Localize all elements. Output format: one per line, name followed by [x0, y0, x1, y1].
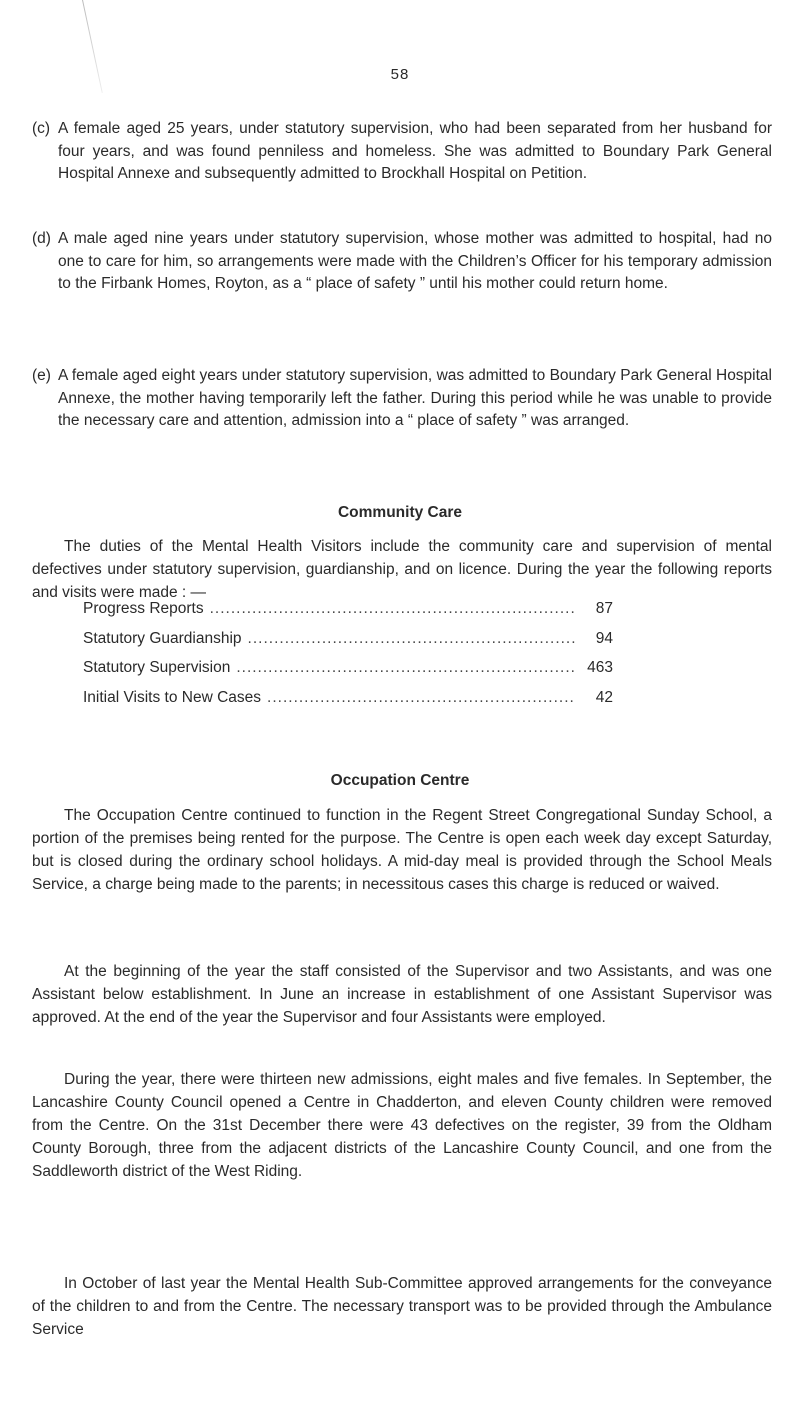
stat-row-statutory-guardianship	[83, 630, 613, 660]
leader-dots	[267, 689, 575, 707]
occupation-paragraph-2: At the beginning of the year the staff consisted of the Supervisor and two Assistants, and was one Assistant below establishment. In June an increase in establishment of one Assistant Supervisor was approved. At the end of the year the Supervisor and four Assistants were employed.	[32, 963, 772, 1026]
stat-label: Initial Visits to New Cases	[83, 688, 262, 706]
stat-value: 42	[595, 688, 613, 706]
leader-dots	[236, 659, 575, 677]
community-care-heading: Community Care	[337, 504, 463, 521]
stat-value: 87	[595, 600, 613, 617]
stat-label: Progress Reports	[83, 600, 204, 617]
case-label: (d)	[32, 230, 51, 247]
case-text: A male aged nine years under statutory supervision, whose mother was admitted to hospital, had no one to care for him, so arrangements were made with the Children’s Officer for his temporary admission to the Firbank Homes, Royton, as a “ place of safety ” until his mother could return home.	[58, 230, 772, 292]
visits-list	[83, 600, 613, 718]
stat-value: 94	[595, 629, 613, 647]
case-text: A female aged 25 years, under statutory supervision, who had been separated from her husband for four years, and was found penniless and homeless. She was admitted to Boundary Park General Hospital Annexe and subsequently admitted to Brockhall Hospital on Petition.	[58, 120, 772, 182]
stat-row-initial-visits	[83, 689, 613, 719]
leader-dots	[210, 600, 575, 618]
case-item-c	[32, 118, 772, 186]
occupation-paragraph-3: During the year, there were thirteen new admissions, eight males and five females. In September, the Lancashire County Council opened a Centre in Chadderton, and eleven County children were removed from the Centre. On the 31st December there were 43 defectives on the register, 39 from the Oldham County Borough, three from the adjacent districts of the Lancashire County Council, and one from the Saddleworth district of the West Riding.	[32, 1071, 772, 1180]
case-label: (c)	[32, 120, 51, 137]
occupation-paragraph-1: The Occupation Centre continued to function in the Regent Street Congregational Sunday School, a portion of the premises being rented for the purpose. The Centre is open each week day except Saturday, but is closed during the ordinary school holidays. A mid-day meal is provided through the School Meals Service, a charge being made to the parents; in necessitous cases this charge is reduced or waived.	[32, 807, 772, 893]
stat-label: Statutory Supervision	[83, 659, 231, 676]
stat-row-progress-reports	[83, 600, 613, 630]
stat-value: 463	[587, 659, 613, 676]
case-item-e	[32, 365, 772, 433]
occupation-centre-heading: Occupation Centre	[330, 772, 470, 789]
leader-dots	[248, 630, 575, 648]
case-item-d	[32, 228, 772, 296]
case-text: A female aged eight years under statutory supervision, was admitted to Boundary Park General Hospital Annexe, the mother having temporarily left the father. During this period while he was unable to provide the necessary care and attention, admission into a “ place of safety ” was arranged.	[58, 367, 772, 429]
page-number: 58	[390, 66, 410, 83]
occupation-paragraph-4: In October of last year the Mental Health Sub-Committee approved arrangements for the conveyance of the children to and from the Centre. The necessary transport was to be provided through the Ambulance Service	[32, 1275, 772, 1338]
community-care-intro: The duties of the Mental Health Visitors include the community care and supervision of mental defectives under statutory supervision, guardianship, and on licence. During the year the following reports and visits were made : —	[32, 538, 772, 601]
stat-label: Statutory Guardianship	[83, 629, 242, 647]
stat-row-statutory-supervision	[83, 659, 613, 689]
case-label: (e)	[32, 367, 51, 384]
